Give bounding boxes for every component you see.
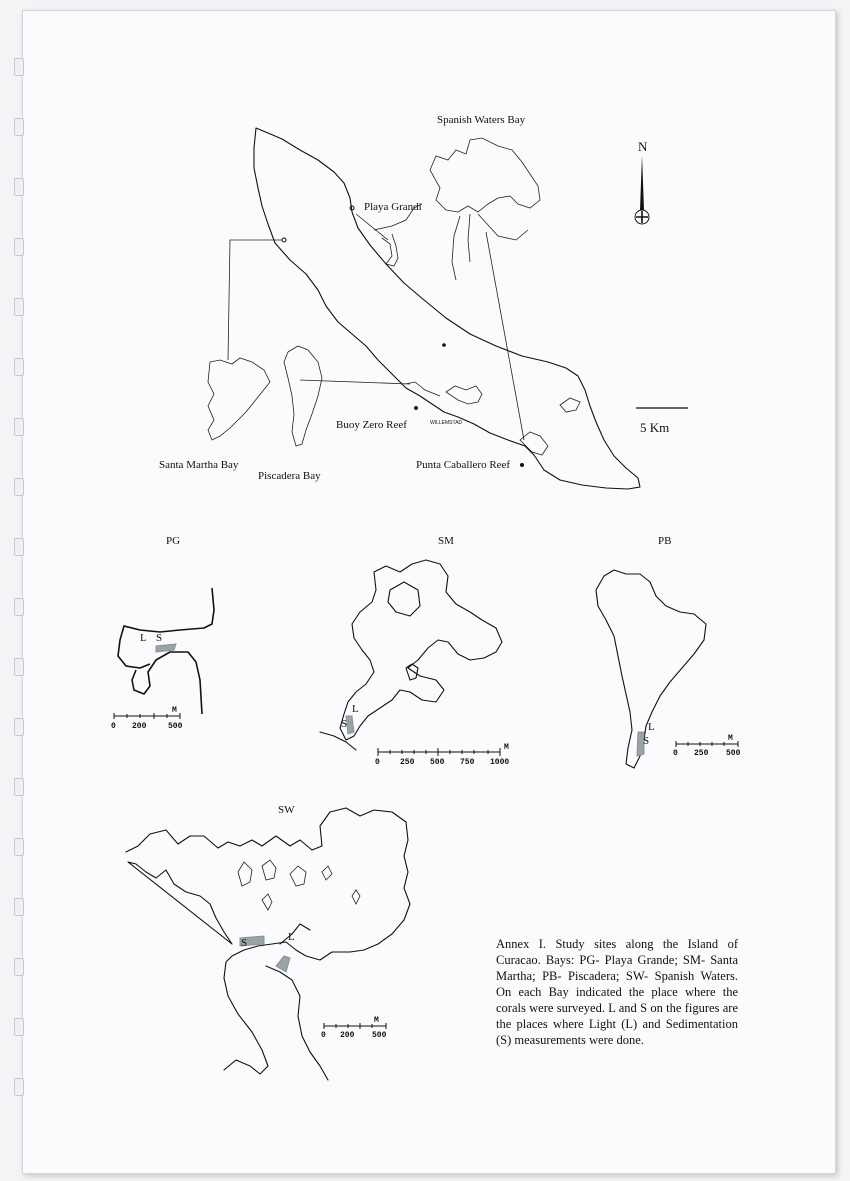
pb-title: PB: [658, 535, 672, 547]
sm-inner-lagoon: [406, 664, 418, 680]
santa-martha-label: Santa Martha Bay: [159, 459, 239, 471]
santa-martha-marker: [282, 238, 286, 242]
sm-title: SM: [438, 535, 454, 547]
north-arrow-needle: [640, 155, 644, 210]
pg-light-label: L: [140, 632, 147, 644]
playa-grandi-label: Playa Grandi: [364, 201, 422, 213]
spanish-waters-small-map: [430, 138, 540, 212]
sm-entrance: [320, 732, 356, 750]
sw-sed-label: S: [241, 937, 248, 949]
santa-martha-small-map: [208, 358, 270, 440]
piscadera-label: Piscadera Bay: [258, 470, 321, 482]
inset-pg: [111, 535, 214, 731]
sw-tick-2: 500: [372, 1031, 387, 1040]
pb-light-label: L: [648, 721, 655, 733]
punta-caballero-marker: [520, 463, 524, 467]
sw-tick-0: 0: [321, 1031, 326, 1040]
sw-scale-bar: [321, 1016, 387, 1040]
willemstad-label: WILLEMSTAD: [430, 420, 463, 426]
curacao-island-outline: [254, 128, 640, 489]
sm-tick-3: 750: [460, 758, 475, 767]
sm-tick-0: 0: [375, 758, 380, 767]
sw-title: SW: [278, 804, 295, 816]
pg-tick-1: 200: [132, 722, 147, 731]
playa-grandi-small-map: [374, 204, 422, 266]
sm-tick-4: 1000: [490, 758, 510, 767]
pg-sed-label: S: [156, 632, 163, 644]
main-map: [159, 114, 688, 489]
sm-scale-bar: [375, 743, 509, 767]
pg-title: PG: [166, 535, 181, 547]
sm-site-marker: [346, 716, 354, 734]
connector-piscadera: [300, 380, 410, 384]
sw-inner-islands: [238, 860, 360, 910]
sw-coastline: [126, 808, 410, 1080]
scale-label: 5 Km: [640, 420, 670, 435]
sw-tick-1: 200: [340, 1031, 355, 1040]
compass-cross-icon: [636, 211, 648, 223]
sw-scale-unit: M: [374, 1016, 379, 1025]
pb-sed-label: S: [643, 735, 650, 747]
sm-tick-1: 250: [400, 758, 415, 767]
pb-coastline: [596, 570, 706, 768]
schottegat-bay: [446, 386, 482, 404]
inset-pb: [596, 535, 741, 768]
pg-tick-2: 500: [168, 722, 183, 731]
punta-caballero-label: Punta Caballero Reef: [416, 459, 511, 471]
main-scale-bar: [636, 408, 688, 435]
sm-light-label: L: [352, 703, 359, 715]
piscadera-small-map: [284, 346, 322, 446]
willemstad-coast-detail: [405, 382, 440, 396]
north-arrow: [635, 139, 649, 224]
spanish-water-inlet: [520, 432, 548, 455]
east-inlet: [560, 398, 580, 412]
north-label: N: [638, 139, 648, 154]
pg-site-marker: [156, 644, 176, 652]
figure-caption: Annex I. Study sites along the Island of Curacao. Bays: PG- Playa Grande; SM- Santa Martha; PB- Piscadera; SW- Spanish Waters. On each Bay indicated the place where the corals were surveyed. L and S on the figures are the places where Light (L) and Sedimentation (S) measurements were done.: [496, 937, 738, 1047]
sm-tick-2: 500: [430, 758, 445, 767]
pg-scale-bar: [111, 706, 183, 731]
pb-scale-bar: [673, 734, 741, 758]
connector-spanish-waters: [486, 232, 524, 440]
buoy-zero-label: Buoy Zero Reef: [336, 419, 407, 431]
sm-sed-label: S: [341, 718, 348, 730]
inset-sm: [320, 535, 509, 767]
inset-sw: [126, 804, 410, 1080]
sw-light-site-marker: [276, 956, 290, 972]
pb-tick-1: 250: [694, 749, 709, 758]
connector-playa-grandi: [356, 214, 388, 240]
buoy-zero-marker: [414, 406, 418, 410]
pb-tick-2: 500: [726, 749, 741, 758]
pb-scale-unit: M: [728, 734, 733, 743]
pg-tick-0: 0: [111, 722, 116, 731]
pb-tick-0: 0: [673, 749, 678, 758]
sw-light-label: L: [288, 931, 295, 943]
airport-marker: [442, 343, 446, 347]
sm-coastline: [340, 560, 502, 740]
connector-santa-martha: [228, 240, 282, 360]
pg-scale-unit: M: [172, 706, 177, 715]
sm-inner-island: [388, 582, 420, 616]
spanish-waters-label: Spanish Waters Bay: [437, 114, 526, 126]
sm-scale-unit: M: [504, 743, 509, 752]
spanish-waters-small-channel: [452, 214, 528, 280]
